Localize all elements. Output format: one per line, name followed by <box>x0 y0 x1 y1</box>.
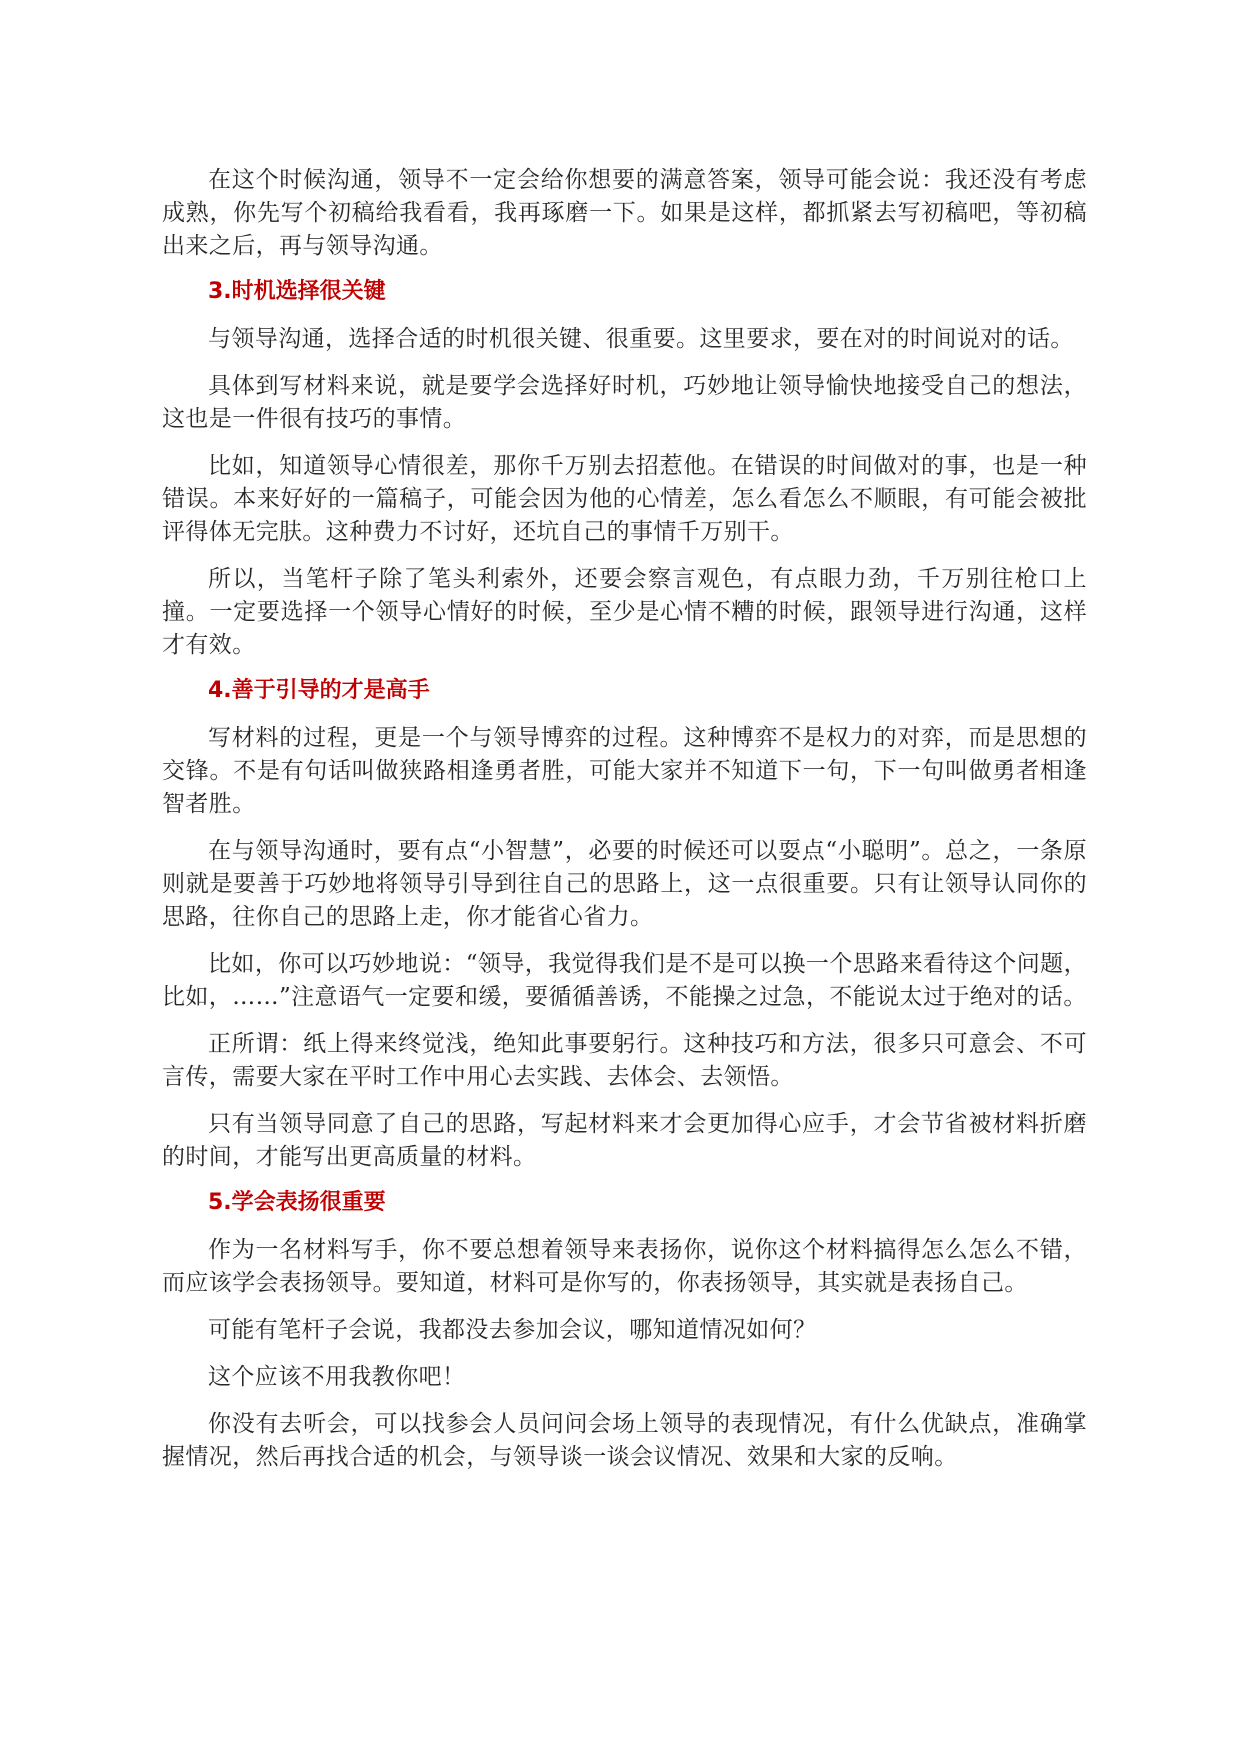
paragraph: 作为一名材料写手，你不要总想着领导来表扬你，说你这个材料搞得怎么怎么不错，而应该学会表扬领导。要知道，材料可是你写的，你表扬领导，其实就是表扬自己。 <box>162 1237 1087 1296</box>
paragraph: 你没有去听会，可以找参会人员问问会场上领导的表现情况，有什么优缺点，准确掌握情况，然后再找合适的机会，与领导谈一谈会议情况、效果和大家的反响。 <box>162 1411 1087 1470</box>
paragraph: 比如，知道领导心情很差，那你千万别去招惹他。在错误的时间做对的事，也是一种错误。本来好好的一篇稿子，可能会因为他的心情差，怎么看怎么不顺眼，有可能会被批评得体无完肤。这种费力不讨好，还坑自己的事情千万别干。 <box>162 453 1087 545</box>
paragraph: 只有当领导同意了自己的思路，写起材料来才会更加得心应手，才会节省被材料折磨的时间，才能写出更高质量的材料。 <box>162 1111 1087 1170</box>
paragraph: 所以，当笔杆子除了笔头利索外，还要会察言观色，有点眼力劲，千万别往枪口上撞。一定要选择一个领导心情好的时候，至少是心情不糟的时候，跟领导进行沟通，这样才有效。 <box>162 566 1087 658</box>
section-heading-3: 3.时机选择很关键 <box>208 279 386 304</box>
paragraph: 在这个时候沟通，领导不一定会给你想要的满意答案，领导可能会说：我还没有考虑成熟，你先写个初稿给我看看，我再琢磨一下。如果是这样，都抓紧去写初稿吧，等初稿出来之后，再与领导沟通。 <box>162 167 1087 259</box>
paragraph: 与领导沟通，选择合适的时机很关键、很重要。这里要求，要在对的时间说对的话。 <box>208 326 1074 352</box>
section-heading-4: 4.善于引导的才是高手 <box>208 678 430 703</box>
paragraph: 具体到写材料来说，就是要学会选择好时机，巧妙地让领导愉快地接受自己的想法，这也是一件很有技巧的事情。 <box>162 373 1087 432</box>
paragraph: 在与领导沟通时，要有点“小智慧”，必要的时候还可以耍点“小聪明”。总之，一条原则就是要善于巧妙地将领导引导到往自己的思路上，这一点很重要。只有让领导认同你的思路，往你自己的思路上走，你才能省心省力。 <box>162 838 1087 930</box>
paragraph: 写材料的过程，更是一个与领导博弈的过程。这种博弈不是权力的对弈，而是思想的交锋。不是有句话叫做狭路相逢勇者胜，可能大家并不知道下一句，下一句叫做勇者相逢智者胜。 <box>162 725 1087 817</box>
paragraph: 正所谓：纸上得来终觉浅，绝知此事要躬行。这种技巧和方法，很多只可意会、不可言传，需要大家在平时工作中用心去实践、去体会、去领悟。 <box>162 1031 1087 1090</box>
paragraph: 可能有笔杆子会说，我都没去参加会议，哪知道情况如何？ <box>208 1317 817 1343</box>
document-page <box>162 164 1087 1488</box>
section-heading-5: 5.学会表扬很重要 <box>208 1190 386 1215</box>
paragraph: 比如，你可以巧妙地说：“领导，我觉得我们是不是可以换一个思路来看待这个问题，比如，……”注意语气一定要和缓，要循循善诱，不能操之过急，不能说太过于绝对的话。 <box>162 951 1087 1010</box>
paragraph: 这个应该不用我教你吧！ <box>208 1364 466 1390</box>
